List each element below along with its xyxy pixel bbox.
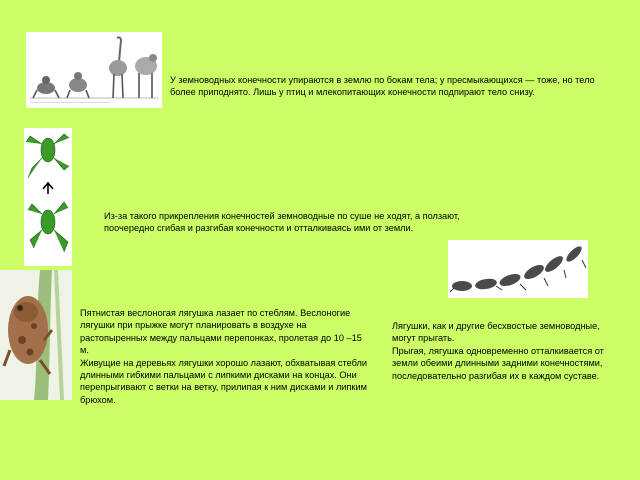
- tree-frog-text-line-2: Живущие на деревьях лягушки хорошо лазают, обхватывая стебли длинными гибкими пальцами с липкими дисками на концах. Они перепрыгивают с ветки на ветку, прилипая к ним дисками и липким брюхом.: [80, 357, 367, 405]
- frog-top-figure: [26, 134, 69, 178]
- limb-posture-image: [26, 32, 162, 108]
- animals-limb-posture-icon: [26, 32, 162, 108]
- crawling-frogs-icon: [24, 128, 72, 266]
- mammal-figure: [135, 54, 157, 98]
- jumping-text-line-2: Прыгая, лягушка одновременно отталкивается от земли обеими длинными задними конечностями, последовательно разгибая их в каждом суставе.: [392, 345, 604, 381]
- crawling-text: Из-за такого прикрепления конечностей земноводные по суше не ходят, а ползают, поочередно сгибая и разгибая конечности и отталкиваясь ими от земли.: [104, 211, 460, 234]
- jumping-text-line-1: Лягушки, как и другие бесхвостые земноводные, могут прыгать.: [392, 321, 600, 344]
- tree-frog-text: [80, 307, 368, 406]
- svg-text:~~~~~~~~~~ ~~~~~~~~~~~~~ ~~: ~~~~~~~~~~ ~~~~~~~~~~~~~ ~~~~~ ~~~~~~~~~~~: [30, 101, 111, 105]
- jump-sequence-image: [448, 240, 588, 298]
- up-arrow-icon: [43, 183, 53, 194]
- reptile-figure: [67, 72, 89, 98]
- frog-bottom-figure: [28, 202, 68, 252]
- tree-frog-image: [0, 270, 72, 400]
- jumping-text: [392, 320, 618, 382]
- amphibian-figure: [33, 76, 59, 98]
- bird-figure: [109, 37, 127, 98]
- tree-frog-text-line-1: Пятнистая веслоногая лягушка лазает по стеблям. Веслоногие лягушки при прыжке могут планировать в воздухе на растопыренных между пальцами перепонках, пролетая до 10 –15 м.: [80, 308, 362, 356]
- frog-jump-sequence-icon: [448, 240, 588, 298]
- crawling-frogs-image: [24, 128, 72, 266]
- tree-frog-on-stem-icon: [0, 270, 72, 400]
- limb-posture-text: У земноводных конечности упираются в землю по бокам тела; у пресмыкающихся — тоже, но тело более приподнято. Лишь у птиц и млекопитающих конечности подпирают тело снизу.: [170, 75, 595, 98]
